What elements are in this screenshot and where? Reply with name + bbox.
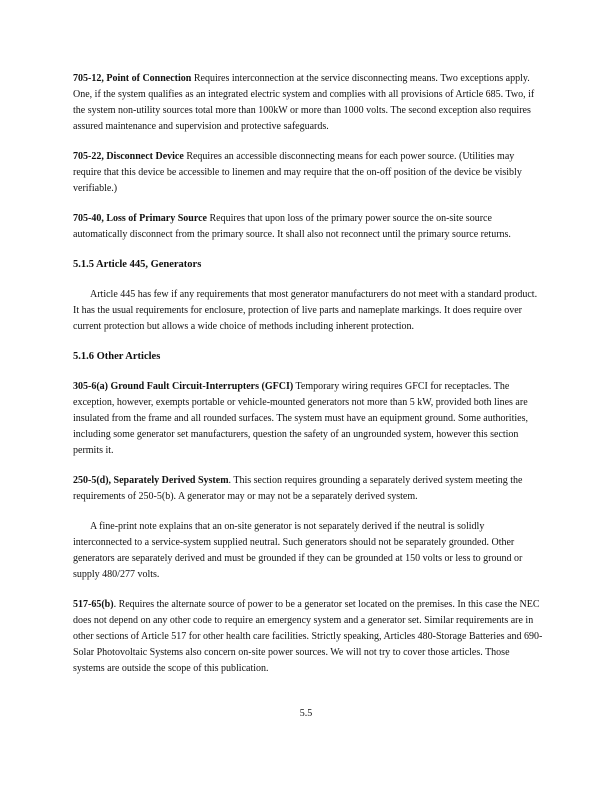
paragraph-lead: 305-6(a) Ground Fault Circuit-Interrupters (GFCI) [73,381,294,392]
paragraph-text: Requires an accessible disconnecting means for each power source. (Utilities may require that this device be accessible to linemen and may require that the on-off position of the device be visibly verifiable.) [73,151,522,194]
paragraph-lead: 705-22, Disconnect Device [73,151,184,162]
paragraph-lead: 250-5(d), Separately Derived System [73,475,229,486]
paragraph-text: Requires interconnection at the service disconnecting means. Two exceptions apply. One, if the system qualifies as an integrated electric system and complies with all provisions of Article 685. Two, if the system non-utility sources total more than 100kW or more than 1000 volts. The second exception also requires assured maintenance and supervision and protective safeguards. [73,73,535,132]
paragraph-fine-print-note: A fine-print note explains that an on-site generator is not separately derived if the neutral is solidly interconnected to a service-system supplied neutral. Such generators should not be separately grounded. Other generators are separately derived and must be grounded if they can be grounded at 150 volts or less to ground or supply 480/277 volts. [73,521,523,580]
paragraph-705-12 [73,71,543,135]
paragraph-lead: 705-40, Loss of Primary Source [73,213,207,224]
paragraph-250-5d [73,473,543,505]
paragraph-text: . Requires the alternate source of power to be a generator set located on the premises. In this case the NEC does not depend on any other code to require an emergency system and a generator set. Similar requirements are in other sections of Article 517 for other health care facilities. Strictly speaking, Articles 480-Storage Batteries and 690-Solar Photovoltaic Systems also concern on-site power sources. We will not try to cover those articles. Those systems are outside the scope of this publication. [73,599,543,674]
paragraph-text: . This section requires grounding a separately derived system meeting the requirements of 250-5(b). A generator may or may not be a separately derived system. [73,475,523,502]
paragraph-text: Requires that upon loss of the primary power source the on-site source automatically disconnect from the primary source. It shall also not reconnect until the primary source returns. [73,213,511,240]
paragraph-lead: 517-65(b) [73,599,114,610]
section-heading-5-1-6: 5.1.6 Other Articles [73,351,161,362]
paragraph-705-22 [73,149,543,197]
paragraph-305-6a [73,379,543,459]
document-page [73,71,543,691]
paragraph-article-445: Article 445 has few if any requirements that most generator manufacturers do not meet with a standard product. It has the usual requirements for enclosure, protection of live parts and nameplate markings. It does require over current protection but allows a wide choice of methods including inherent protection. [73,289,538,332]
page-number: 5.5 [299,708,313,719]
section-heading-5-1-5: 5.1.5 Article 445, Generators [73,259,202,270]
paragraph-705-40 [73,211,543,243]
paragraph-517-65b [73,597,543,677]
paragraph-lead: 705-12, Point of Connection [73,73,192,84]
paragraph-text: Temporary wiring requires GFCI for receptacles. The exception, however, exempts portable or vehicle-mounted generators not more than 5 kW, provided both lines are insulated from the frame and all rounded surfaces. The system must have an equipment ground. Some authorities, including some generator set manufacturers, question the safety of an ungrounded system, however this section permits it. [73,381,528,456]
